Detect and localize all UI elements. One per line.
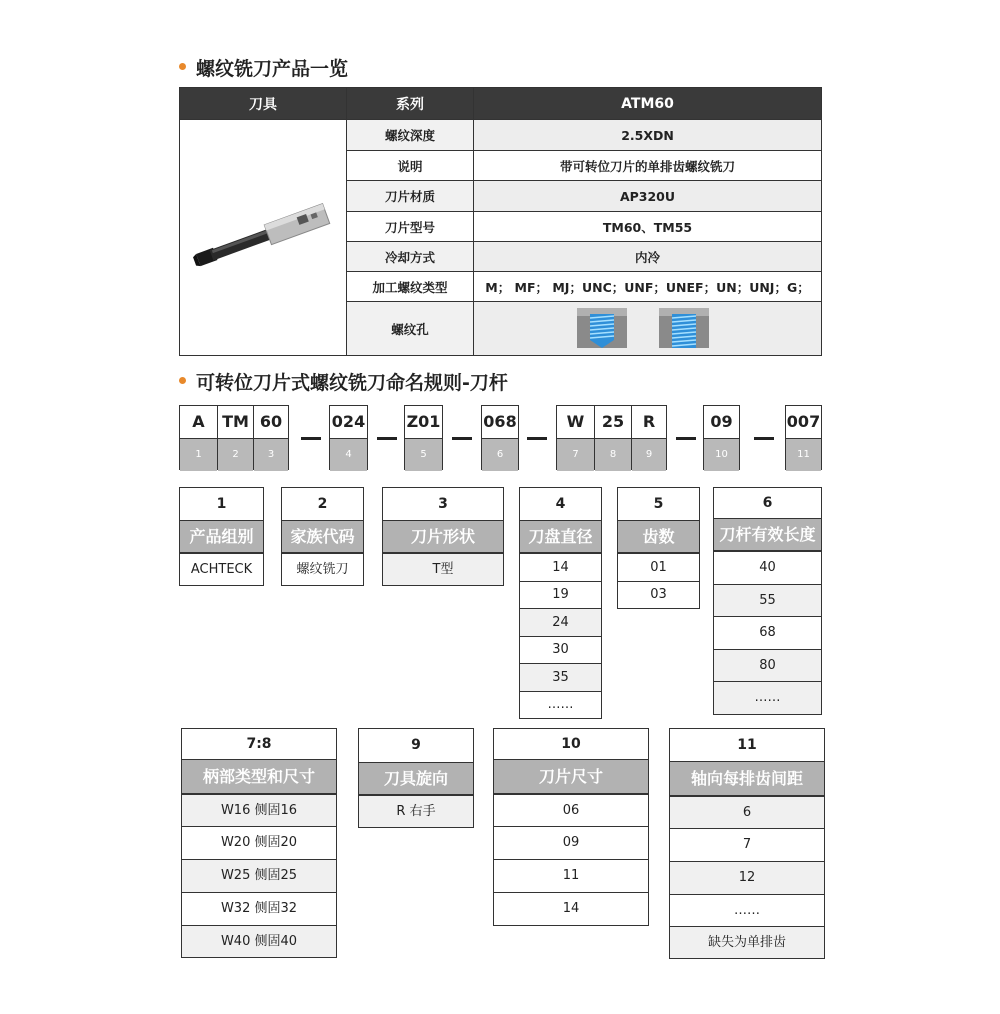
section-title-naming: 可转位刀片式螺纹铣刀命名规则-刀杆: [196, 372, 508, 394]
dash: [452, 437, 472, 440]
table-axial-pitch: [669, 728, 825, 959]
label-cooling: 冷却方式: [347, 242, 474, 272]
value-thread-types: M； MF； MJ；UNC；UNF；UNEF；UN；UNJ；G；: [474, 272, 822, 302]
label-insert-material: 刀片材质: [347, 181, 474, 212]
table-header: 刀片尺寸: [494, 760, 648, 794]
table-row: ……: [670, 894, 824, 926]
table-row: W40 侧固40: [182, 925, 336, 957]
table-row: 24: [520, 608, 601, 636]
code-group-3: [404, 405, 443, 470]
table-row: ……: [520, 691, 601, 718]
dash: [676, 437, 696, 440]
code-index-3: 3: [254, 438, 288, 471]
table-family-code: [281, 487, 364, 586]
table-row: 03: [618, 581, 699, 608]
table-header: 家族代码: [282, 521, 363, 553]
code-group-1: [179, 405, 289, 470]
table-header: 柄部类型和尺寸: [182, 760, 336, 794]
table-row: W32 侧固32: [182, 892, 336, 925]
table-header: 刀盘直径: [520, 521, 601, 553]
value-cooling: 内冷: [474, 242, 822, 272]
table-row: 06: [494, 794, 648, 826]
table-teeth-count: [617, 487, 700, 609]
code-60: 60: [259, 412, 283, 431]
table-row: 80: [714, 649, 821, 681]
tool-image: [188, 201, 338, 271]
header-tool: 刀具: [180, 88, 347, 120]
code-25: 25: [601, 412, 625, 431]
table-row: W16 侧固16: [182, 794, 336, 826]
table-row: 12: [670, 861, 824, 894]
table-row: ACHTECK: [180, 553, 263, 585]
code-W: W: [566, 412, 585, 431]
dash: [301, 437, 321, 440]
value-thread-depth: 2.5XDN: [474, 120, 822, 151]
table-number: 11: [670, 729, 824, 762]
table-number: 10: [494, 729, 648, 760]
code-024: 024: [331, 412, 366, 431]
code-index-11: 11: [786, 438, 821, 471]
table-number: 6: [714, 488, 821, 519]
code-A: A: [192, 412, 205, 431]
thread-hole-icon: [573, 304, 723, 350]
table-number: 5: [618, 488, 699, 521]
table-cutter-diameter: [519, 487, 602, 719]
value-insert-type: TM60、TM55: [474, 212, 822, 242]
section-title-products: 螺纹铣刀产品一览: [196, 58, 349, 80]
table-header: 刀片形状: [383, 521, 503, 553]
code-index-7: 7: [557, 438, 594, 471]
table-row: 6: [670, 796, 824, 828]
table-row: 30: [520, 636, 601, 663]
code-group-7: [785, 405, 822, 470]
table-row: R 右手: [359, 795, 473, 827]
code-index-2: 2: [218, 438, 253, 471]
table-row: 7: [670, 828, 824, 861]
table-row: 缺失为单排齿: [670, 926, 824, 958]
table-row: W25 侧固25: [182, 859, 336, 892]
code-index-1: 1: [180, 438, 217, 471]
table-row: 40: [714, 551, 821, 584]
code-R: R: [642, 412, 656, 431]
table-row: T型: [383, 553, 503, 585]
label-thread-types: 加工螺纹类型: [347, 272, 474, 302]
dash: [377, 437, 397, 440]
table-shank-type-size: [181, 728, 337, 958]
table-number: 9: [359, 729, 473, 763]
header-series: 系列: [347, 88, 474, 120]
table-header: 产品组别: [180, 521, 263, 553]
thread-hole-images: [474, 302, 822, 356]
table-product-group: [179, 487, 264, 586]
table-number: 1: [180, 488, 263, 521]
code-index-4: 4: [330, 438, 367, 471]
tool-image-cell: [180, 120, 347, 356]
section-bullet: [179, 63, 186, 70]
code-group-2: [329, 405, 368, 470]
code-group-5: [556, 405, 667, 470]
code-index-8: 8: [595, 438, 631, 471]
table-number: 4: [520, 488, 601, 521]
product-spec-table: [179, 87, 822, 356]
table-insert-shape: [382, 487, 504, 586]
table-number: 2: [282, 488, 363, 521]
code-007: 007: [786, 412, 821, 431]
table-row: 11: [494, 859, 648, 892]
code-index-9: 9: [632, 438, 666, 471]
table-row: 螺纹铣刀: [282, 553, 363, 585]
table-row: W20 侧固20: [182, 826, 336, 859]
label-description: 说明: [347, 151, 474, 181]
table-row: 55: [714, 584, 821, 616]
code-group-4: [481, 405, 519, 470]
code-068: 068: [483, 412, 517, 431]
code-Z01: Z01: [406, 412, 441, 431]
table-header: 齿数: [618, 521, 699, 553]
code-group-6: [703, 405, 740, 470]
table-row: 35: [520, 663, 601, 691]
code-index-6: 6: [482, 438, 518, 471]
code-TM: TM: [222, 412, 249, 431]
code-index-10: 10: [704, 438, 739, 471]
table-row: 09: [494, 826, 648, 859]
table-number: 7:8: [182, 729, 336, 760]
code-index-5: 5: [405, 438, 442, 471]
dash: [754, 437, 774, 440]
table-row: 01: [618, 553, 699, 581]
table-row: 19: [520, 581, 601, 608]
label-thread-depth: 螺纹深度: [347, 120, 474, 151]
value-description: 带可转位刀片的单排齿螺纹铣刀: [474, 151, 822, 181]
table-row: ……: [714, 681, 821, 714]
label-thread-hole: 螺纹孔: [347, 302, 474, 356]
table-header: 轴向每排齿间距: [670, 762, 824, 796]
section-bullet: [179, 377, 186, 384]
table-row: 14: [520, 553, 601, 581]
table-header: 刀杆有效长度: [714, 519, 821, 551]
value-insert-material: AP320U: [474, 181, 822, 212]
header-model: ATM60: [474, 88, 822, 120]
table-shank-length: [713, 487, 822, 715]
table-header: 刀具旋向: [359, 763, 473, 795]
label-insert-type: 刀片型号: [347, 212, 474, 242]
table-tool-direction: [358, 728, 474, 828]
code-09: 09: [710, 412, 733, 431]
table-insert-size: [493, 728, 649, 926]
table-row: 14: [494, 892, 648, 925]
table-row: 68: [714, 616, 821, 649]
dash: [527, 437, 547, 440]
table-number: 3: [383, 488, 503, 521]
